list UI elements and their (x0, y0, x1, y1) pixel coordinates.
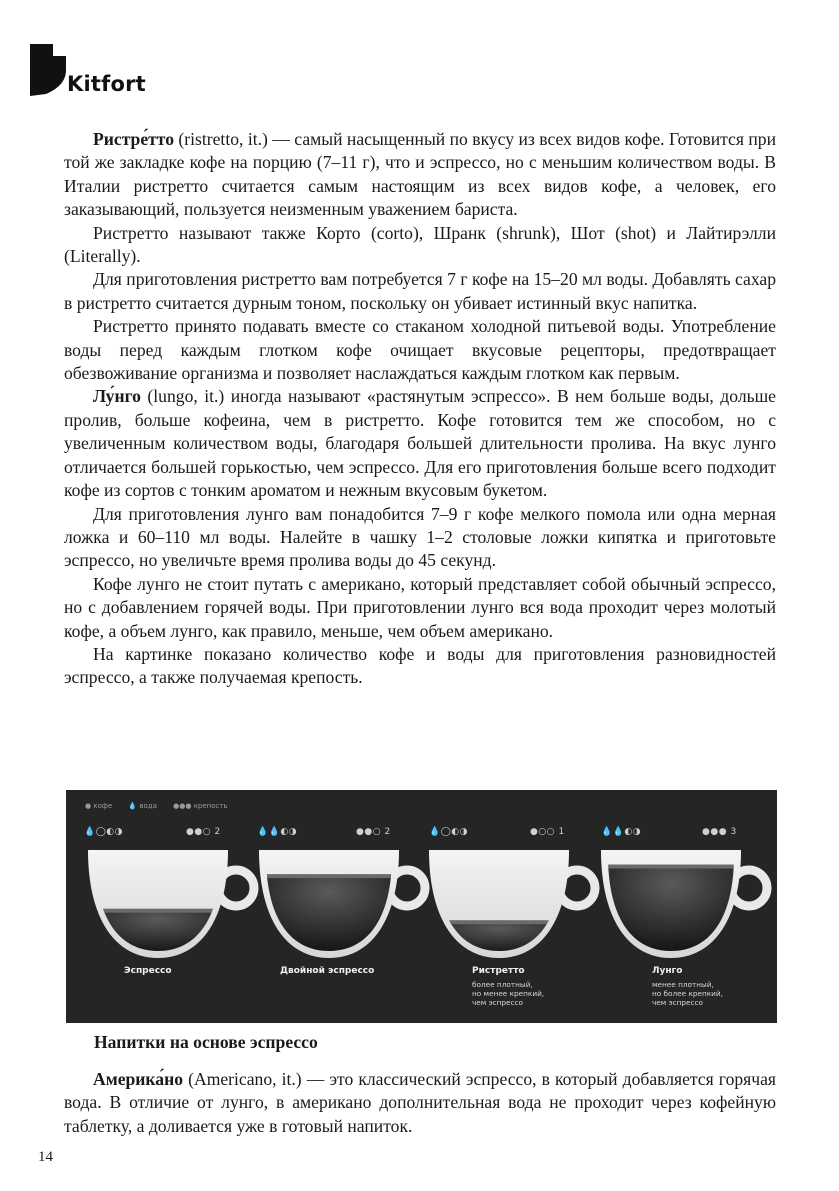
strength-dots: ●●● 3 (702, 827, 737, 837)
paragraph-text: На картинке показано количество кофе и воды для приготовления разновидностей эспрессо, а также получаемая крепость. (64, 643, 776, 688)
paragraph-text: Кофе лунго не стоит путать с американо, который представляет собой обычный эспрессо, но с добавлением горячей воды. При приготовлении лунго вся вода проходит через молотый кофе, а объем лунго, как правило, меньше, чем объем американо. (64, 573, 776, 641)
strength-dots: ●○○ 1 (530, 827, 565, 837)
cup (259, 850, 425, 958)
cup-icons: 💧◯◐◑ (84, 827, 123, 837)
term: Америка́но (93, 1069, 184, 1089)
legend-coffee: ● кофе (85, 802, 113, 810)
paragraph (64, 128, 776, 222)
paragraph-text: (lungo, it.) иногда называют «растянутым эспрессо». В нем больше воды, дольше пролив, больше кофеина, чем в ристретто. Кофе готовится тем же способом, но с увеличенным количеством воды, благодаря большей длительности пролива. На вкус лунго отличается большей горькостью, чем эспрессо. Для его приготовления больше всего подходит кофе из сортов с тонким ароматом и нежным вкусовым букетом. (64, 386, 776, 501)
cup-icons: 💧◯◐◑ (429, 827, 468, 837)
body-text (64, 128, 776, 690)
kitfort-logo-mark (30, 44, 70, 96)
paragraph-text: Для приготовления лунго вам понадобится 7–9 г кофе мелкого помола или одна мерная ложка и 60–110 мл воды. Налейте в чашку 1–2 столовые ложки кипятка и приготовьте эспрессо, но увеличьте время пролива воды до 45 секунд. (64, 503, 776, 571)
term: Ристре́тто (93, 129, 174, 149)
espresso-comparison-figure (66, 790, 777, 1023)
cup (601, 850, 767, 958)
page-number: 14 (38, 1149, 53, 1165)
paragraph (64, 222, 776, 269)
strength-dots: ●●○ 2 (186, 827, 221, 837)
legend-water: 💧 вода (128, 802, 157, 810)
cup-icons: 💧💧◐◑ (257, 827, 298, 837)
paragraph (64, 385, 776, 502)
paragraph (64, 315, 776, 385)
cup-note: менее плотный, но более крепкий, чем эспрессо (652, 980, 723, 1007)
coffee-liquid (266, 876, 392, 953)
paragraph-text: Ристретто принято подавать вместе со стаканом холодной питьевой воды. Употребление воды перед каждым глотком кофе очищает вкусовые рецепторы, предотвращает обезвоживание организма и позволяет наслаждаться каждым глотком как первым. (64, 316, 776, 384)
cup-label: Лунго (652, 966, 683, 976)
crema-layer (608, 865, 734, 869)
cup-label: Двойной эспрессо (280, 966, 375, 976)
strength-dots: ●●○ 2 (356, 827, 391, 837)
section-heading: Напитки на основе эспрессо (94, 1032, 318, 1052)
paragraph-text: (Americano, it.) — это классический эспрессо, в который добавляется горячая вода. В отличие от лунго, в американо дополнительная вода не проходит через кофейную таблетку, а доливается уже в готовый напиток. (64, 1069, 776, 1136)
cup (88, 850, 254, 958)
cup-note: более плотный, но менее крепкий, чем эспрессо (472, 980, 545, 1007)
crema-layer (95, 909, 221, 913)
paragraph (64, 573, 776, 643)
cup-icons: 💧💧◐◑ (601, 827, 642, 837)
crema-layer (436, 920, 562, 924)
crema-layer (266, 874, 392, 878)
paragraph-text: (ristretto, it.) — самый насыщенный по вкусу из всех видов кофе. Готовится при той же закладке кофе на порцию (7–11 г), что и эспрессо, но с меньшим количеством воды. В Италии ристретто считается самым настоящим из всех видов кофе, а человек, его заказывающий, пользуется неизменным уважением бариста. (64, 129, 776, 220)
cup-label: Эспрессо (124, 966, 172, 976)
cup (429, 850, 595, 958)
body-text-2 (64, 1068, 776, 1138)
paragraph (64, 643, 776, 690)
paragraph-text: Ристретто называют также Корто (corto), Шранк (shrunk), Шот (shot) и Лайтирэлли (Literally). (64, 222, 776, 267)
paragraph (64, 268, 776, 315)
brand-name: Kitfort (67, 72, 146, 96)
term: Лу́нго (93, 386, 141, 407)
coffee-liquid (608, 867, 734, 953)
cup-label: Ристретто (472, 966, 525, 976)
kitfort-logo (30, 44, 150, 104)
paragraph-text: Для приготовления ристретто вам потребуется 7 г кофе на 15–20 мл воды. Добавлять сахар в ристретто считается дурным тоном, поскольку он убивает истинный вкус напитка. (64, 269, 776, 313)
legend-strength: ●●● крепость (173, 802, 228, 810)
paragraph (64, 503, 776, 573)
paragraph (64, 1068, 776, 1138)
